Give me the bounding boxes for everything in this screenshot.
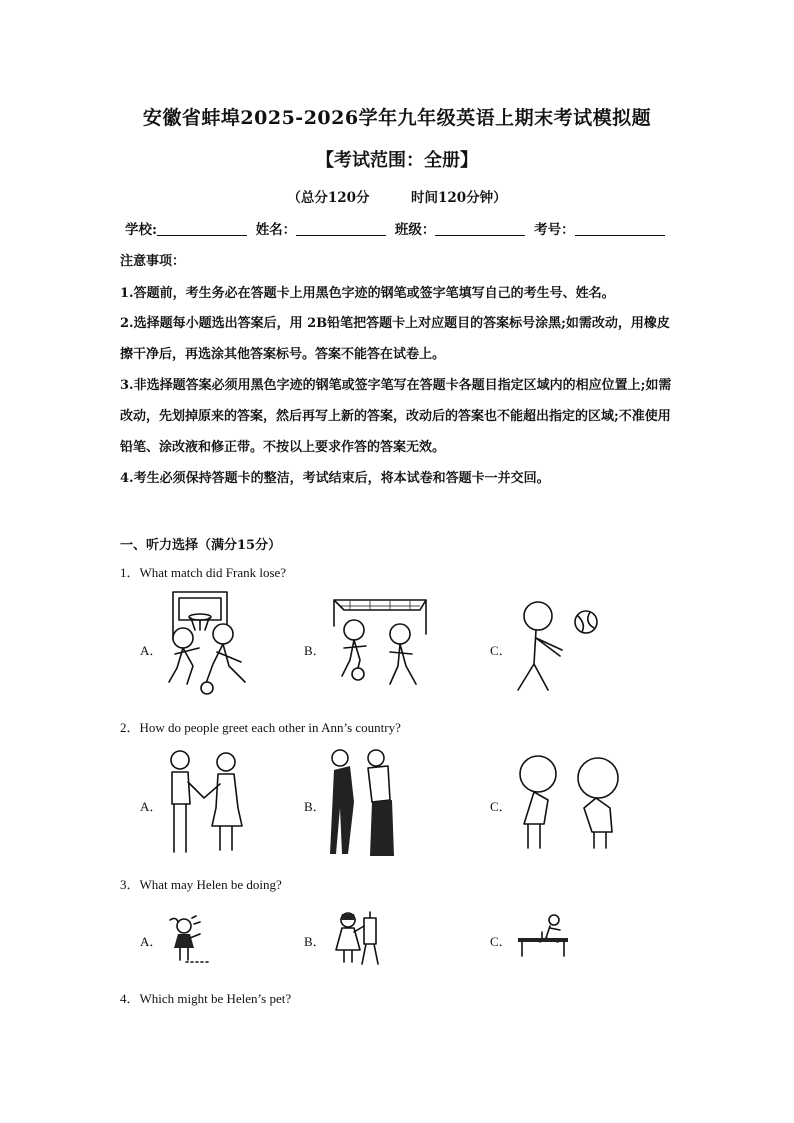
q2-option-a[interactable]: A． [140, 799, 163, 814]
kids-bowing-icon [514, 752, 634, 852]
note-item-4: 4.考生必须保持答题卡的整洁，考试结束后，将本试卷和答题卡一并交回。 [120, 471, 550, 486]
girl-painting-icon [334, 910, 380, 966]
question-3: 3．What may Helen be doing? [120, 877, 282, 892]
school-label: 学校: [125, 222, 157, 238]
exam-number-label: 考号： [534, 222, 575, 238]
handshake-icon [164, 748, 248, 856]
name-label: 姓名： [255, 222, 297, 238]
exam-number-blank[interactable] [575, 221, 665, 236]
question-4: 4．Which might be Helen’s pet? [120, 991, 292, 1006]
q3-option-b[interactable]: B． [304, 934, 326, 949]
table-tennis-icon [516, 912, 570, 958]
name-blank[interactable] [296, 221, 386, 236]
soccer-players-icon [330, 596, 430, 696]
q2-option-c[interactable]: C． [490, 799, 512, 814]
exam-title: 安徽省蚌埠2025-2026学年九年级英语上期末考试模拟题 [142, 107, 652, 129]
note-item-2: 2.选择题每小题选出答案后，用 2B铅笔把答题卡上对应题目的答案标号涂黑;如需改动，用橡皮擦干净后，再选涂其他答案标号。答案不能答在试卷上。 [120, 316, 670, 362]
q3-option-a[interactable]: A． [140, 934, 163, 949]
q1-option-a[interactable]: A． [140, 643, 163, 658]
exam-scope: 【考试范围：全册】 [316, 150, 478, 171]
q1-option-c[interactable]: C． [490, 643, 512, 658]
score-time-line [0, 186, 794, 206]
exam-time: 时间120分钟） [410, 190, 507, 206]
volleyball-player-icon [512, 594, 602, 698]
class-blank[interactable] [435, 221, 525, 236]
question-2: 2．How do people greet each other in Ann’s country? [120, 720, 401, 735]
q3-option-c[interactable]: C． [490, 934, 512, 949]
basketball-players-icon [165, 590, 275, 702]
note-item-3: 3.非选择题答案必须用黑色字迹的钢笔或签字笔写在答题卡各题目指定区域内的相应位置上;如需改动，先划掉原来的答案，然后再写上新的答案，改动后的答案也不能超出指定的区域;不准使用铅笔、涂改液和修正带。不按以上要求作答的答案无效。 [120, 378, 672, 455]
school-blank[interactable] [157, 221, 247, 236]
class-label: 班级： [394, 222, 436, 238]
girl-singing-icon [166, 914, 216, 966]
q2-option-b[interactable]: B． [304, 799, 326, 814]
student-info-fields [125, 218, 669, 238]
q1-option-b[interactable]: B． [304, 643, 326, 658]
note-item-1: 1.答题前，考生务必在答题卡上用黑色字迹的钢笔或签字笔填写自己的考生号、姓名。 [120, 286, 615, 301]
total-score: （总分120分 [287, 190, 370, 206]
bowing-couple-icon [330, 748, 410, 858]
section-title: 一、听力选择（满分15分） [120, 538, 282, 553]
notes-heading: 注意事项： [120, 254, 186, 269]
question-1: 1．What match did Frank lose? [120, 565, 287, 580]
